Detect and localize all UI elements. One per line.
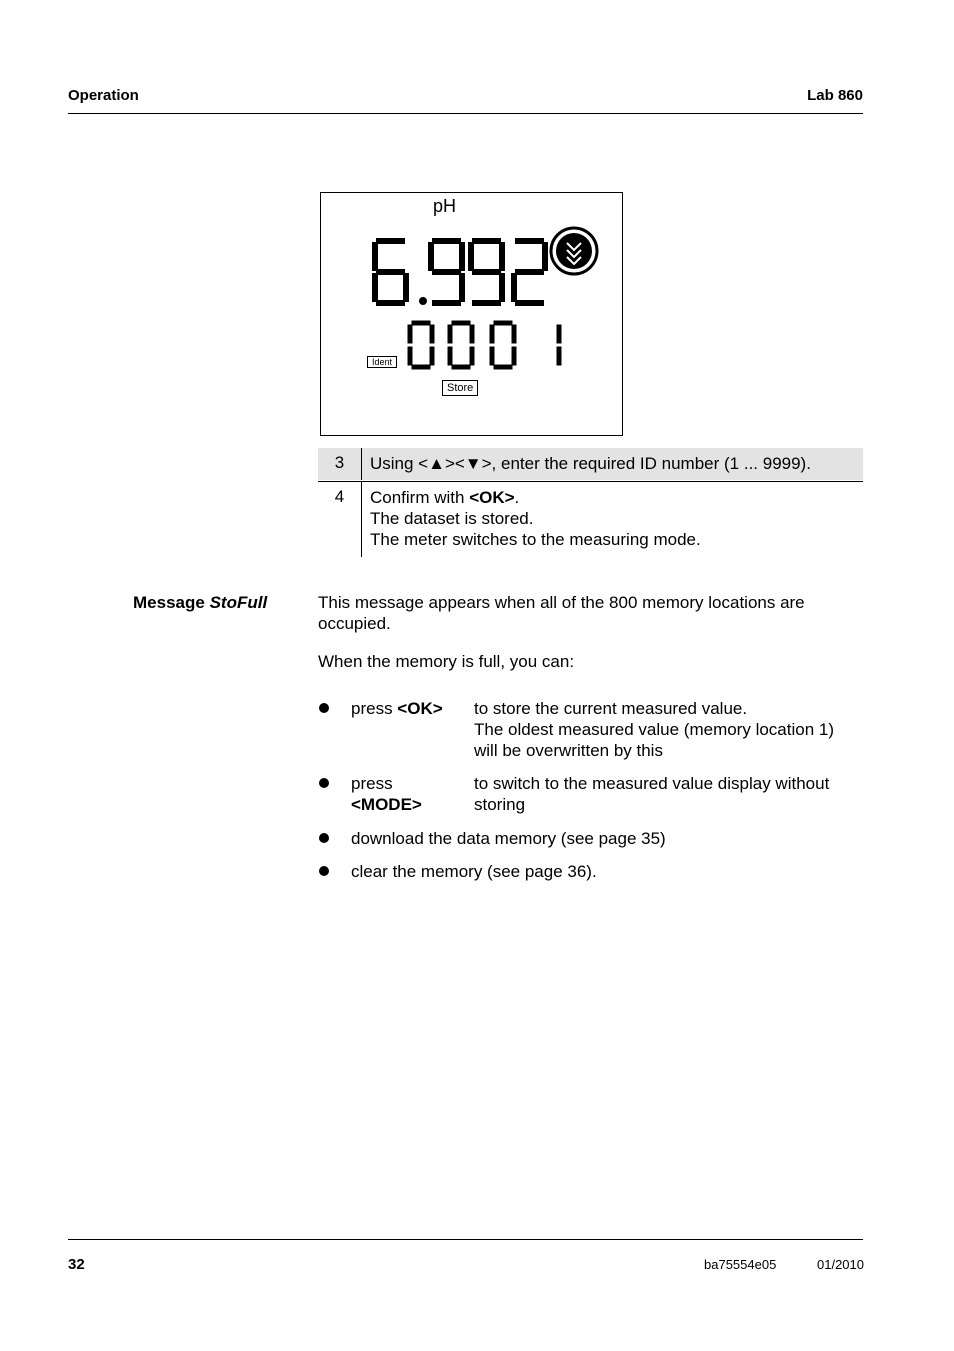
lead-paragraph: When the memory is full, you can: bbox=[318, 652, 575, 671]
bullet-text: clear the memory (see page 36). bbox=[351, 862, 597, 881]
lcd-unit-label: pH bbox=[433, 196, 457, 216]
section-label-prefix: Message bbox=[133, 593, 205, 612]
step-text-confirm: Confirm with <OK>. bbox=[370, 488, 520, 507]
step-row-4 bbox=[318, 482, 863, 557]
intro-paragraph-line: This message appears when all of the 800 memory locations are bbox=[318, 593, 805, 612]
bullet-dot bbox=[319, 778, 329, 788]
step-text-line bbox=[370, 487, 519, 508]
bullet-desc-line: will be overwritten by this bbox=[474, 741, 663, 760]
bullet-dot bbox=[319, 703, 329, 713]
section-label-name: StoFull bbox=[209, 593, 268, 612]
step-number: 4 bbox=[334, 487, 345, 506]
bullet-key-name: <MODE> bbox=[351, 795, 422, 814]
bullet-dot bbox=[319, 833, 329, 843]
intro-paragraph-line: occupied. bbox=[318, 614, 391, 633]
lcd-display-figure bbox=[320, 192, 623, 436]
double-chevron-down-icon bbox=[551, 228, 597, 274]
bullet-key-prefix: press bbox=[351, 774, 393, 793]
step-text-line: The dataset is stored. bbox=[370, 509, 534, 528]
step-divider bbox=[361, 448, 362, 480]
lcd-store-tag: Store bbox=[442, 380, 478, 396]
step-divider bbox=[361, 482, 362, 557]
step-number: 3 bbox=[334, 453, 345, 472]
step-text-line: Using <▲><▼>, enter the required ID number (1 ... 9999). bbox=[370, 454, 811, 473]
header-product-name: Lab 860 bbox=[807, 87, 863, 104]
bullet-key-name: <OK> bbox=[397, 699, 443, 718]
footer-doc-id: ba75554e05 bbox=[704, 1257, 777, 1272]
header-rule bbox=[68, 113, 863, 114]
step-text-line: The meter switches to the measuring mode. bbox=[370, 530, 701, 549]
bullet-desc-line: to store the current measured value. bbox=[474, 699, 748, 718]
page-number: 32 bbox=[68, 1256, 85, 1273]
bullet-key-prefix: press bbox=[351, 699, 398, 718]
bullet-dot bbox=[319, 866, 329, 876]
header-section-title: Operation bbox=[68, 87, 139, 104]
section-label bbox=[133, 592, 267, 613]
bullet-desc-line: The oldest measured value (memory location 1) bbox=[474, 720, 834, 739]
lcd-segments bbox=[321, 193, 622, 435]
lcd-decimal-point bbox=[419, 297, 427, 305]
bullet-key bbox=[351, 698, 443, 719]
bullet-text: download the data memory (see page 35) bbox=[351, 829, 666, 848]
step-row-3 bbox=[318, 448, 863, 480]
lcd-sub-value-digits bbox=[410, 323, 559, 367]
lcd-main-value-digits bbox=[375, 241, 545, 303]
lcd-ident-tag: Ident bbox=[367, 356, 397, 368]
footer-rule bbox=[68, 1239, 863, 1240]
footer-date: 01/2010 bbox=[817, 1257, 864, 1272]
bullet-desc-line: storing bbox=[474, 795, 526, 814]
bullet-desc-line: to switch to the measured value display without bbox=[474, 774, 830, 793]
